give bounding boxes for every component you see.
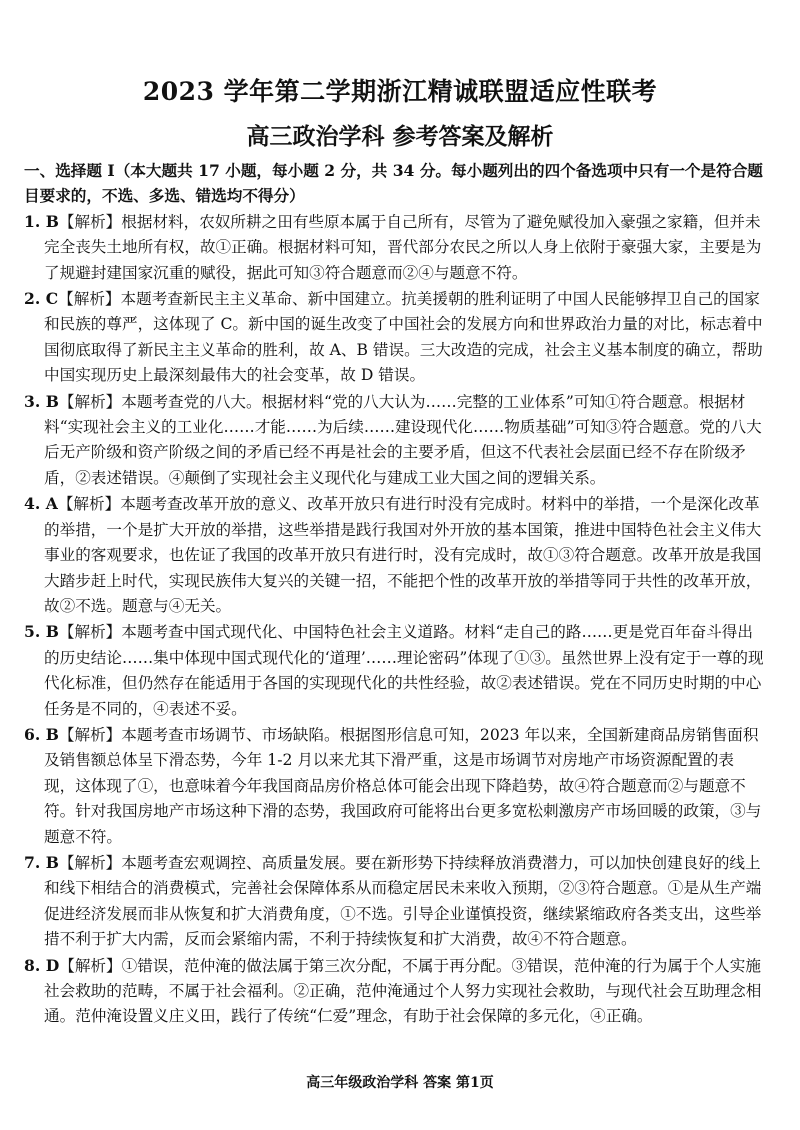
- answer-item-5: [24, 619, 764, 722]
- answer-item-3: [24, 389, 764, 492]
- answer-content: [24, 158, 764, 1030]
- answer-number: 1. B: [24, 211, 59, 231]
- answer-number: 6. B: [24, 724, 59, 744]
- answer-number: 2. C: [24, 289, 59, 309]
- answer-explanation: 【解析】本题考查市场调节、市场缺陷。根据图形信息可知，2023 年以来，全国新建商品房销售面积及销售额总体呈下滑态势，今年 1-2 月以来尤其下滑严重，这是市场调节对房地产市场资源配置的表现，这体现了①，也意味着今年我国商品房价格总体可能会出现下降趋势，故④符合题意而②与题意不符。针对我国房地产市场这种下滑的态势，我国政府可能将出台更多宽松刺激房产市场回暖的政策，③与题意不符。: [44, 725, 762, 846]
- section-heading: 一、选择题 I（本大题共 17 小题，每小题 2 分，共 34 分。每小题列出的四个备选项中只有一个是符合题目要求的，不选、多选、错选均不得分）: [24, 161, 763, 206]
- answer-item-1: [24, 209, 764, 286]
- answer-explanation: 【解析】本题考查党的八大。根据材料“党的八大认为……完整的工业体系”可知①符合题意。根据材料“实现社会主义的工业化……才能……为后续……建设现代化……物质基础”可知③符合题意。党的八大后无产阶级和资产阶级之间的矛盾已经不再是社会的主要矛盾，但这不代表社会层面已经不存在阶级矛盾，②表述错误。④颠倒了实现社会主义现代化与建成工业大国之间的逻辑关系。: [44, 392, 762, 487]
- answer-number: 7. B: [24, 852, 59, 872]
- answer-explanation: 【解析】本题考查改革开放的意义、改革开放只有进行时没有完成时。材料中的举措，一个是深化改革的举措，一个是扩大开放的举措，这些举措是践行我国对外开放的基本国策，推进中国特色社会主义伟大事业的客观要求，也佐证了我国的改革开放只有进行时，没有完成时，故①③符合题意。改革开放是我国大踏步赶上时代，实现民族伟大复兴的关键一招，不能把个性的改革开放的举措等同于共性的改革开放，故②不选。题意与④无关。: [44, 495, 762, 615]
- answer-number: 4. A: [24, 494, 58, 514]
- answer-explanation: 【解析】根据材料，农奴所耕之田有些原本属于自己所有，尽管为了避免赋役加入豪强之家籍，但并未完全丧失土地所有权，故①正确。根据材料可知，晋代部分农民之所以人身上依附于豪强大家，主要是为了规避封建国家沉重的赋役，据此可知③符合题意而②④与题意不符。: [44, 212, 762, 282]
- answer-item-8: [24, 953, 764, 1030]
- document-title: 2023 学年第二学期浙江精诚联盟适应性联考: [142, 77, 658, 106]
- answer-item-6: [24, 722, 764, 850]
- answer-explanation: 【解析】①错误，范仲淹的做法属于第三次分配，不属于再分配。③错误，范仲淹的行为属于个人实施社会救助的范畴，不属于社会福利。②正确，范仲淹通过个人努力实现社会救助，与现代社会互助理念相通。范仲淹设置义庄义田，践行了传统“仁爱”理念，有助于社会保障的多元化，④正确。: [44, 956, 762, 1026]
- answer-explanation: 【解析】本题考查宏观调控、高质量发展。要在新形势下持续释放消费潜力，可以加快创建良好的线上和线下相结合的消费模式，完善社会保障体系从而稳定居民未来收入预期，②③符合题意。①是从生产端促进经济发展而非从恢复和扩大消费角度，①不选。引导企业谨慎投资，继续紧缩政府各类支出，这些举措不利于扩大内需，反而会紧缩内需，不利于持续恢复和扩大消费，故④不符合题意。: [44, 853, 762, 949]
- page-footer: 高三年级政治学科 答案 第1页: [306, 1075, 494, 1091]
- answer-number: 5. B: [24, 622, 59, 642]
- answer-item-4: [24, 491, 764, 619]
- answer-item-2: [24, 286, 764, 389]
- answer-number: 8. D: [24, 955, 60, 975]
- answer-number: 3. B: [24, 391, 59, 411]
- answer-explanation: 【解析】本题考查中国式现代化、中国特色社会主义道路。材料“走自己的路……更是党百年奋斗得出的历史结论……集中体现中国式现代化的‘道理’……理论密码”体现了①③。虽然世界上没有定于一尊的现代化标准，但仍然存在能适用于各国的实现现代化的共性经验，故②表述错误。党在不同历史时期的中心任务是不同的，④表述不妥。: [44, 623, 764, 718]
- answer-item-7: [24, 850, 764, 953]
- answer-explanation: 【解析】本题考查新民主主义革命、新中国建立。抗美援朝的胜利证明了中国人民能够捍卫自己的国家和民族的尊严，这体现了 C。新中国的诞生改变了中国社会的发展方向和世界政治力量的对比，标志着中国彻底取得了新民主主义革命的胜利，故 A、B 错误。三大改造的完成，社会主义基本制度的确立，帮助中国实现历史上最深刻最伟大的社会变革，故 D 错误。: [44, 290, 763, 385]
- document-subtitle: 高三政治学科 参考答案及解析: [246, 123, 554, 150]
